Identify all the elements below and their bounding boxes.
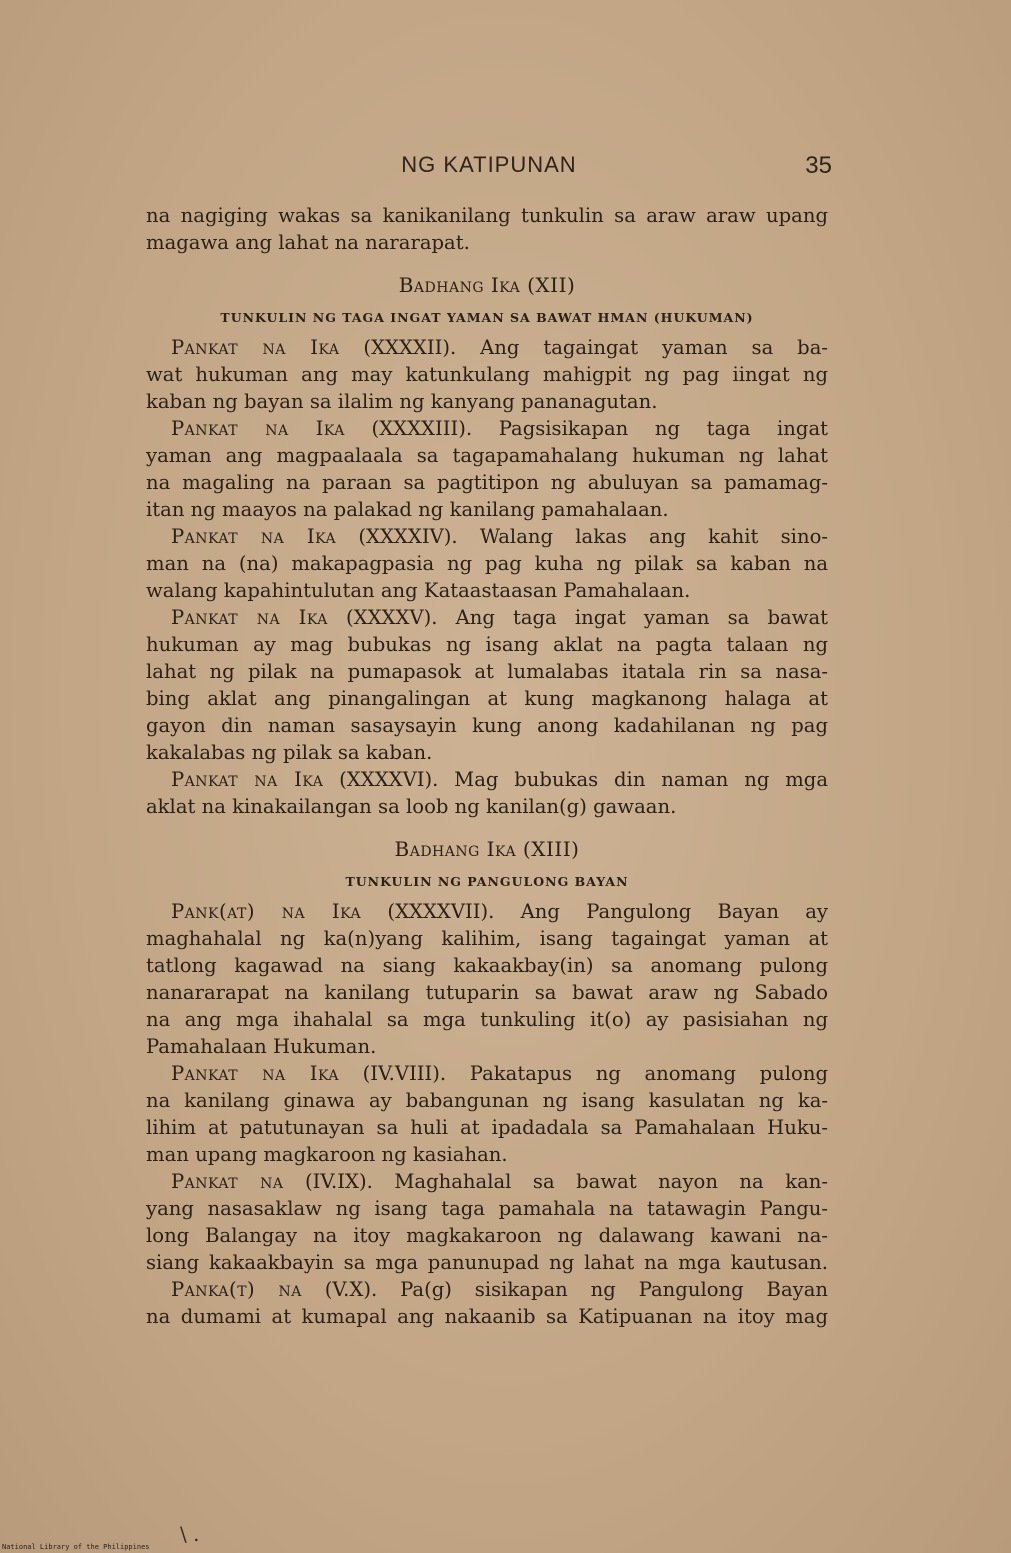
chapter-xii-heading: TUNKULIN NG TAGA INGAT YAMAN SA BAWAT HMAN (HUKUMAN): [220, 310, 754, 325]
chapter-xiii-title: Badhang Ika (XIII): [394, 837, 580, 861]
text-line: long Balangay na itoy magkakaroon ng dalawang kawani na-: [146, 1224, 828, 1247]
section-number: (XXXXVI).: [339, 768, 439, 791]
section-label: Pankat na Ika: [171, 1062, 339, 1085]
section-text: Pa(g) sisikapan ng Pangulong Bayan: [400, 1278, 828, 1301]
body-text: [146, 202, 828, 1330]
section-first-line: [146, 415, 828, 442]
page-header: [146, 150, 832, 186]
section-number: (XXXXIV).: [358, 525, 458, 548]
text-line: na nagiging wakas sa kanikanilang tunkulin sa araw araw upang: [146, 204, 828, 227]
page-number: 35: [805, 152, 832, 179]
section-first-line: [146, 1276, 828, 1303]
text-line: bing aklat ang pinangalingan at kung magkanong halaga at: [146, 687, 828, 710]
text-line: magawa ang lahat na nararapat.: [146, 231, 470, 254]
section-first-line: [146, 334, 828, 361]
section-number: (IV.VIII).: [362, 1062, 447, 1085]
section-text: Ang tagaingat yaman sa ba-: [480, 336, 828, 359]
text-line: tatlong kagawad na siang kakaakbay(in) sa anomang pulong: [146, 954, 828, 977]
section-label: Pankat na Ika: [171, 336, 340, 359]
section-text: Ang taga ingat yaman sa bawat: [455, 606, 828, 629]
text-line: hukuman ay mag bubukas ng isang aklat na pagta talaan ng: [146, 633, 828, 656]
section-number: (XXXXVII).: [387, 900, 495, 923]
section-first-line: [146, 604, 828, 631]
library-credit: National Library of the Philippines: [2, 1543, 150, 1551]
section-first-line: [146, 766, 828, 793]
section-first-line: [146, 523, 828, 550]
chapter-xii-title: Badhang Ika (XII): [398, 273, 576, 297]
text-line: itan ng maayos na palakad ng kanilang pamahalaan.: [146, 498, 669, 521]
section-label: Panka(t) na: [171, 1278, 302, 1301]
text-line: na magaling na paraan sa pagtitipon ng abuluyan sa pamamag-: [146, 471, 828, 494]
text-line: na kanilang ginawa ay babangunan ng isang kasulatan ng ka-: [146, 1089, 828, 1112]
text-line: wat hukuman ang may katunkulang mahigpit ng pag iingat ng: [146, 363, 828, 386]
section-label: Pankat na Ika: [171, 417, 345, 440]
text-line: na dumami at kumapal ang nakaanib sa Katipuanan na itoy mag: [146, 1305, 828, 1328]
text-line: na ang mga ihahalal sa mga tunkuling it(o) ay pasisiahan ng: [146, 1008, 828, 1031]
section-label: Pankat na Ika: [171, 606, 328, 629]
text-line: Pamahalaan Hukuman.: [146, 1035, 377, 1058]
section-text: Mag bubukas din naman ng mga: [454, 768, 828, 791]
section-number: (XXXXV).: [346, 606, 438, 629]
text-line: kaban ng bayan sa ilalim ng kanyang pananagutan.: [146, 390, 658, 413]
text-line: maghahalal ng ka(n)yang kalihim, isang tagaingat yaman at: [146, 927, 828, 950]
section-first-line: [146, 898, 828, 925]
text-line: man na (na) makapagpasia ng pag kuha ng pilak sa kaban na: [146, 552, 828, 575]
section-first-line: [146, 1168, 828, 1195]
text-line: aklat na kinakailangan sa loob ng kanilan(g) gawaan.: [146, 795, 677, 818]
text-line: lahat ng pilak na pumapasok at lumalabas itatala rin sa nasa-: [146, 660, 828, 683]
margin-mark: \ .: [180, 1522, 200, 1546]
running-head: NG KATIPUNAN: [401, 152, 577, 177]
section-text: Maghahalal sa bawat nayon na kan-: [394, 1170, 828, 1193]
section-text: Walang lakas ang kahit sino-: [479, 525, 828, 548]
section-number: (XXXXIII).: [371, 417, 473, 440]
text-line: walang kapahintulutan ang Kataastaasan Pamahalaan.: [146, 579, 691, 602]
section-number: (XXXXII).: [363, 336, 457, 359]
section-label: Pankat na Ika: [171, 525, 337, 548]
text-line: lihim at patutunayan sa huli at ipadadala sa Pamahalaan Huku-: [146, 1116, 828, 1139]
text-line: siang kakaakbayin sa mga panunupad ng lahat na mga kautusan.: [146, 1251, 828, 1274]
text-line: nanararapat na kanilang tutuparin sa bawat araw ng Sabado: [146, 981, 828, 1004]
section-text: Pagsisikapan ng taga ingat: [498, 417, 828, 440]
text-line: gayon din naman sasaysayin kung anong kadahilanan ng pag: [146, 714, 828, 737]
section-label: Pank(at) na Ika: [171, 900, 362, 923]
text-line: kakalabas ng pilak sa kaban.: [146, 741, 433, 764]
section-label: Pankat na: [171, 1170, 284, 1193]
text-line: yaman ang magpaalaala sa tagapamahalang hukuman ng lahat: [146, 444, 828, 467]
section-first-line: [146, 1060, 828, 1087]
section-number: (IV.IX).: [304, 1170, 373, 1193]
section-text: Pakatapus ng anomang pulong: [469, 1062, 828, 1085]
text-line: man upang magkaroon ng kasiahan.: [146, 1143, 508, 1166]
section-number: (V.X).: [324, 1278, 378, 1301]
section-text: Ang Pangulong Bayan ay: [520, 900, 828, 923]
chapter-xiii-heading: TUNKULIN NG PANGULONG BAYAN: [345, 874, 629, 889]
section-label: Pankat na Ika: [171, 768, 324, 791]
text-line: yang nasasaklaw ng isang taga pamahala na tatawagin Pangu-: [146, 1197, 828, 1220]
